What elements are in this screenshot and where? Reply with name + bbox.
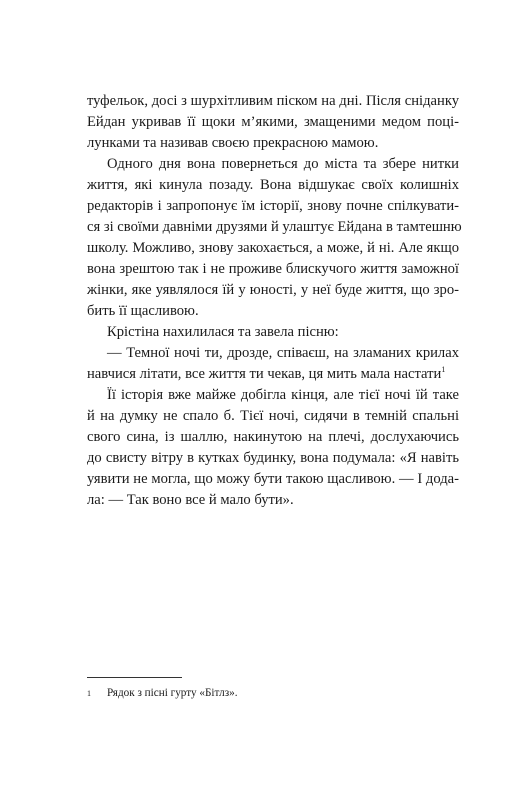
- text-line: життя, які кинула позаду. Вона відшукає своїх колишніх: [87, 177, 459, 193]
- paragraph: [87, 91, 459, 154]
- text-line: ся зі своїми давніми друзями й улаштує Ейдана в тамтешню: [87, 219, 462, 235]
- text-line: уявити не могла, що можу бути такою щасливою. — І дода-: [87, 471, 459, 487]
- text-line: редакторів і запропонує їм історії, знову почне спілкувати-: [87, 198, 459, 214]
- text-line: й на думку не спало б. Тієї ночі, сидячи в темній спальні: [87, 408, 459, 424]
- text-line: жінки, яке уявлялося їй у юності, у неї буде життя, що зро-: [87, 282, 459, 298]
- text-line: Ейдан укривав її щоки м’якими, змащеними медом поці-: [87, 114, 459, 130]
- paragraph: [87, 154, 462, 322]
- text-line: — Темної ночі ти, дрозде, співаєш, на зламаних крилах: [107, 345, 459, 361]
- text-line: ла: — Так воно все й мало бути».: [87, 492, 294, 508]
- text-line: свого сина, із шаллю, накинутою на плечі, дослухаючись: [87, 429, 459, 445]
- footnote-text: Рядок з пісні гурту «Бітлз».: [107, 687, 238, 699]
- text-line: туфельок, досі з шурхітливим піском на дні. Після сніданку: [87, 93, 459, 109]
- text-line: Її історія вже майже добігла кінця, але тієї ночі їй таке: [107, 387, 459, 403]
- text-line: бить її щасливою.: [87, 303, 199, 319]
- text-line: Одного дня вона повернеться до міста та збере нитки: [107, 156, 459, 172]
- text-line: навчися літати, все життя ти чекав, ця мить мала настати$^1$: [87, 365, 446, 382]
- paragraph: [87, 322, 459, 343]
- text-line: Крістіна нахилилася та завела пісню:: [107, 324, 339, 340]
- text-line: вона зрештою так і не проживе блискучого життя заможної: [87, 261, 459, 277]
- text-line: лунками та називав своєю прекрасною мамою.: [87, 135, 379, 151]
- footnote-separator: [87, 677, 182, 678]
- text-line: школу. Можливо, знову закохається, а може, й ні. Але якщо: [87, 240, 459, 256]
- paragraph: [87, 385, 459, 511]
- paragraph: [87, 343, 459, 385]
- footnote-number: 1: [87, 689, 91, 698]
- body-text: [87, 91, 462, 511]
- footnote-reference: 1: [441, 365, 446, 375]
- footnote: [87, 686, 459, 701]
- text-line: до свисту вітру в кутках будинку, вона подумала: «Я навіть: [87, 450, 459, 466]
